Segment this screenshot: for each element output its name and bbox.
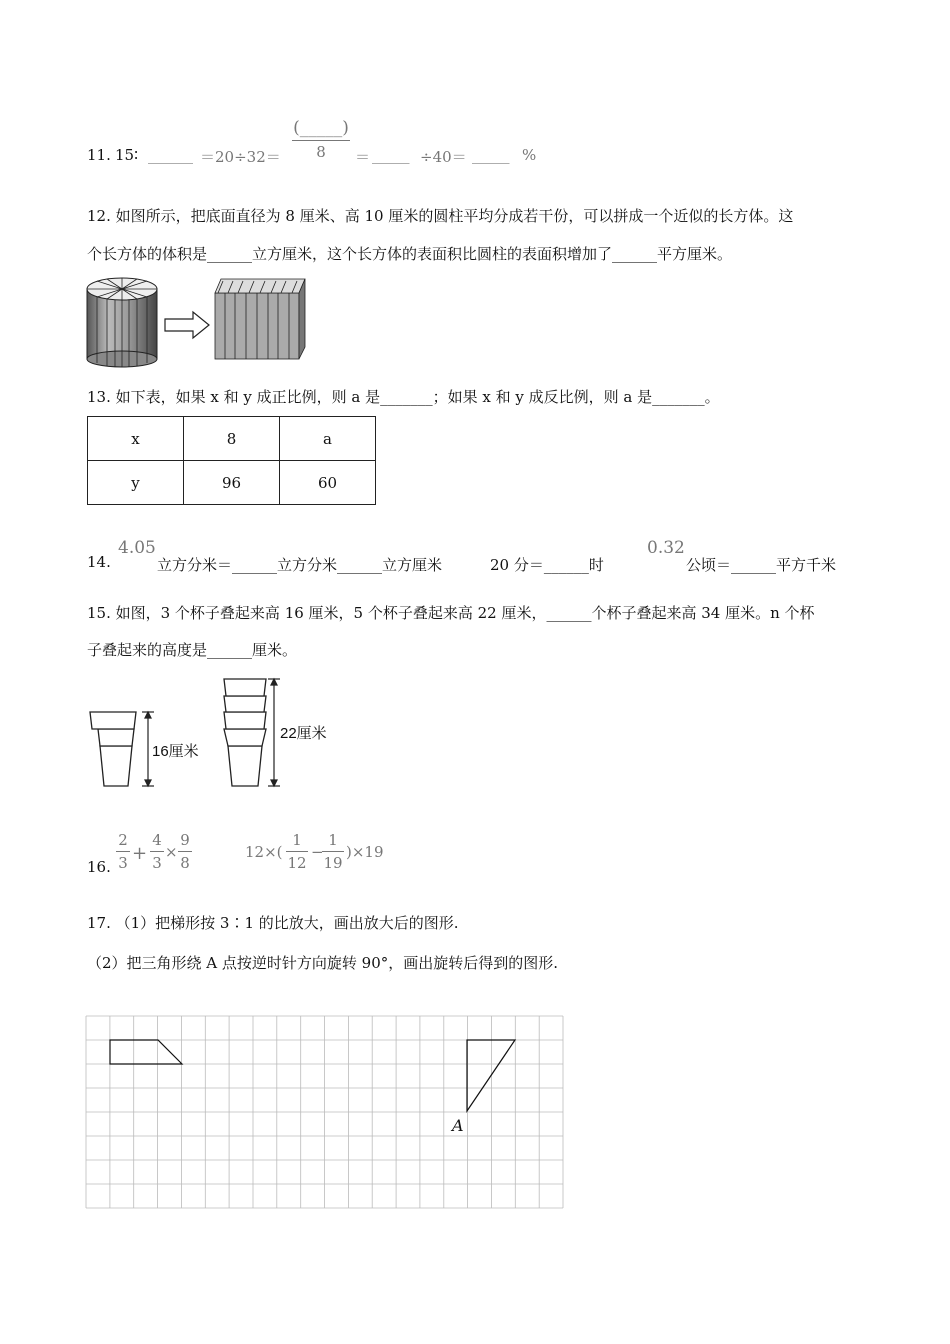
q11-eq1: ＝20÷32＝ — [200, 148, 281, 166]
q14-part3: 公顷＝______平方千米 — [686, 556, 837, 574]
q14-number: 14. — [87, 553, 111, 571]
q16-e1-frac-b — [150, 831, 164, 872]
q16-e1-frac-a — [116, 831, 130, 872]
table-cell: x — [88, 417, 184, 461]
q17-line2: （2）把三角形绕 A 点按逆时针方向旋转 90°，画出旋转后得到的图形. — [87, 954, 559, 972]
q16-e2-frac-a — [286, 831, 308, 872]
q11-eq2: ＝ — [355, 148, 371, 166]
triangle-shape — [467, 1040, 515, 1111]
denominator: 3 — [118, 854, 128, 872]
q16-e2-tail: )×19 — [346, 843, 384, 861]
q14-part2: 20 分＝______时 — [490, 556, 604, 574]
q14-part1: 立方分米＝______立方分米______立方厘米 — [157, 556, 443, 574]
q12-line1: 12. 如图所示，把底面直径为 8 厘米、高 10 厘米的圆柱平均分成若干份，可以拼成一个近似的长方体。这 — [87, 207, 794, 225]
denominator: 12 — [287, 854, 307, 872]
q11-blank3: _____ — [472, 146, 510, 164]
q15-line2: 子叠起来的高度是______厘米。 — [87, 641, 298, 659]
q12-cylinder-figure — [85, 275, 305, 367]
q12-line2: 个长方体的体积是______立方厘米，这个长方体的表面积比圆柱的表面积增加了______平方厘米。 — [87, 245, 733, 263]
table-row — [88, 461, 376, 505]
numerator: 1 — [328, 831, 338, 849]
q14-value1: 4.05 — [118, 538, 156, 558]
q14-value2: 0.32 — [647, 538, 685, 558]
q11-blank1: ______ — [148, 146, 193, 164]
numerator: 2 — [118, 831, 128, 849]
q16-e2-lead: 12×( — [245, 843, 283, 861]
table-row — [88, 417, 376, 461]
q13-table — [87, 416, 376, 505]
q11-lead: 15∶ — [115, 146, 138, 164]
table-cell: 8 — [184, 417, 280, 461]
point-a-label: A — [452, 1116, 464, 1135]
numerator: 1 — [292, 831, 302, 849]
q16-e1-times: × — [165, 843, 178, 861]
q16-e1-plus: + — [132, 843, 148, 864]
table-cell: 96 — [184, 461, 280, 505]
q16-e2-minus: − — [311, 843, 324, 861]
q15-label-16: 16厘米 — [152, 743, 199, 760]
q16-e2-frac-b — [322, 831, 344, 872]
q16-number: 16. — [87, 858, 111, 876]
q11-frac-denominator: 8 — [316, 143, 326, 161]
numerator: 9 — [180, 831, 190, 849]
table-cell: a — [280, 417, 376, 461]
q11-eq3: ÷40＝ — [420, 148, 467, 166]
q11-blank2: _____ — [372, 146, 410, 164]
q11-frac-numerator: (_____) — [293, 118, 349, 138]
q11-number: 11. — [87, 146, 111, 164]
denominator: 19 — [323, 854, 343, 872]
q15-label-22: 22厘米 — [280, 725, 327, 742]
denominator: 8 — [180, 854, 190, 872]
denominator: 3 — [152, 854, 162, 872]
q15-line1: 15. 如图，3 个杯子叠起来高 16 厘米，5 个杯子叠起来高 22 厘米，______个杯子叠起来高 34 厘米。n 个杯 — [87, 604, 815, 622]
trapezoid-shape — [110, 1040, 182, 1064]
table-cell: y — [88, 461, 184, 505]
q11-fraction — [292, 118, 350, 161]
q15-cups-figure — [86, 676, 346, 790]
q11-percent: % — [522, 146, 537, 164]
q17-line1: 17. （1）把梯形按 3∶1 的比放大，画出放大后的图形. — [87, 914, 459, 932]
numerator: 4 — [152, 831, 162, 849]
q16-e1-frac-c — [178, 831, 192, 872]
q13-text: 13. 如下表，如果 x 和 y 成正比例，则 a 是_______；如果 x 和 y 成反比例，则 a 是_______。 — [87, 388, 720, 406]
table-cell: 60 — [280, 461, 376, 505]
q17-grid-figure — [86, 1016, 563, 1208]
